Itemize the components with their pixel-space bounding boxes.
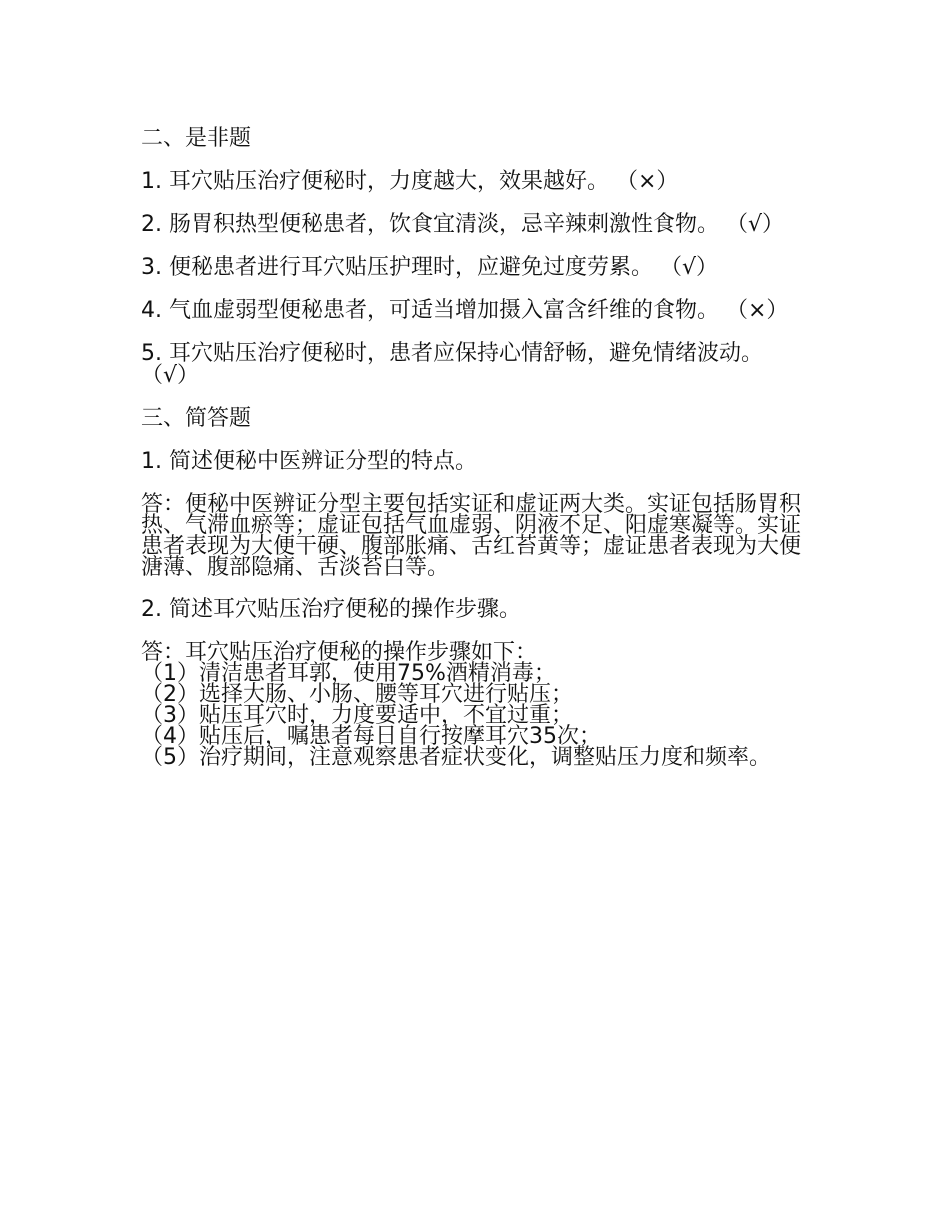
true-false-item-5: 5. 耳穴贴压治疗便秘时，患者应保持心情舒畅，避免情绪波动。 （√）	[141, 341, 763, 388]
true-false-item-4: 4. 气血虚弱型便秘患者，可适当增加摄入富含纤维的食物。 （×）	[141, 298, 789, 323]
answer-2-step-4: （4）贴压后，嘱患者每日自行按摩耳穴35次；	[141, 724, 601, 749]
section-heading-short-answer: 三、简答题	[141, 406, 252, 431]
true-false-item-1: 1. 耳穴贴压治疗便秘时，力度越大，效果越好。 （×）	[141, 169, 679, 194]
answer-2-step-1: （1）清洁患者耳郭，使用75%酒精消毒；	[141, 661, 556, 686]
question-1: 1. 简述便秘中医辨证分型的特点。	[141, 449, 477, 474]
question-2: 2. 简述耳穴贴压治疗便秘的操作步骤。	[141, 597, 521, 622]
answer-2	[141, 642, 811, 768]
true-false-item-3: 3. 便秘患者进行耳穴贴压护理时，应避免过度劳累。 （√）	[141, 255, 718, 280]
document-page	[141, 128, 811, 789]
answer-1: 答：便秘中医辨证分型主要包括实证和虚证两大类。实证包括肠胃积热、气滞血瘀等；虚证包括气血虚弱、阴液不足、阳虚寒凝等。实证患者表现为大便干硬、腹部胀痛、舌红苔黄等；虚证患者表现为大便溏薄、腹部隐痛、舌淡苔白等。	[141, 492, 802, 580]
answer-2-step-3: （3）贴压耳穴时，力度要适中，不宜过重；	[141, 703, 573, 728]
answer-2-intro: 答：耳穴贴压治疗便秘的操作步骤如下：	[141, 640, 538, 665]
section-heading-true-false: 二、是非题	[141, 126, 252, 151]
answer-2-step-2: （2）选择大肠、小肠、腰等耳穴进行贴压；	[141, 682, 573, 707]
answer-2-step-5: （5）治疗期间，注意观察患者症状变化，调整贴压力度和频率。	[141, 745, 771, 770]
true-false-item-2: 2. 肠胃积热型便秘患者，饮食宜清淡，忌辛辣刺激性食物。 （√）	[141, 212, 784, 237]
